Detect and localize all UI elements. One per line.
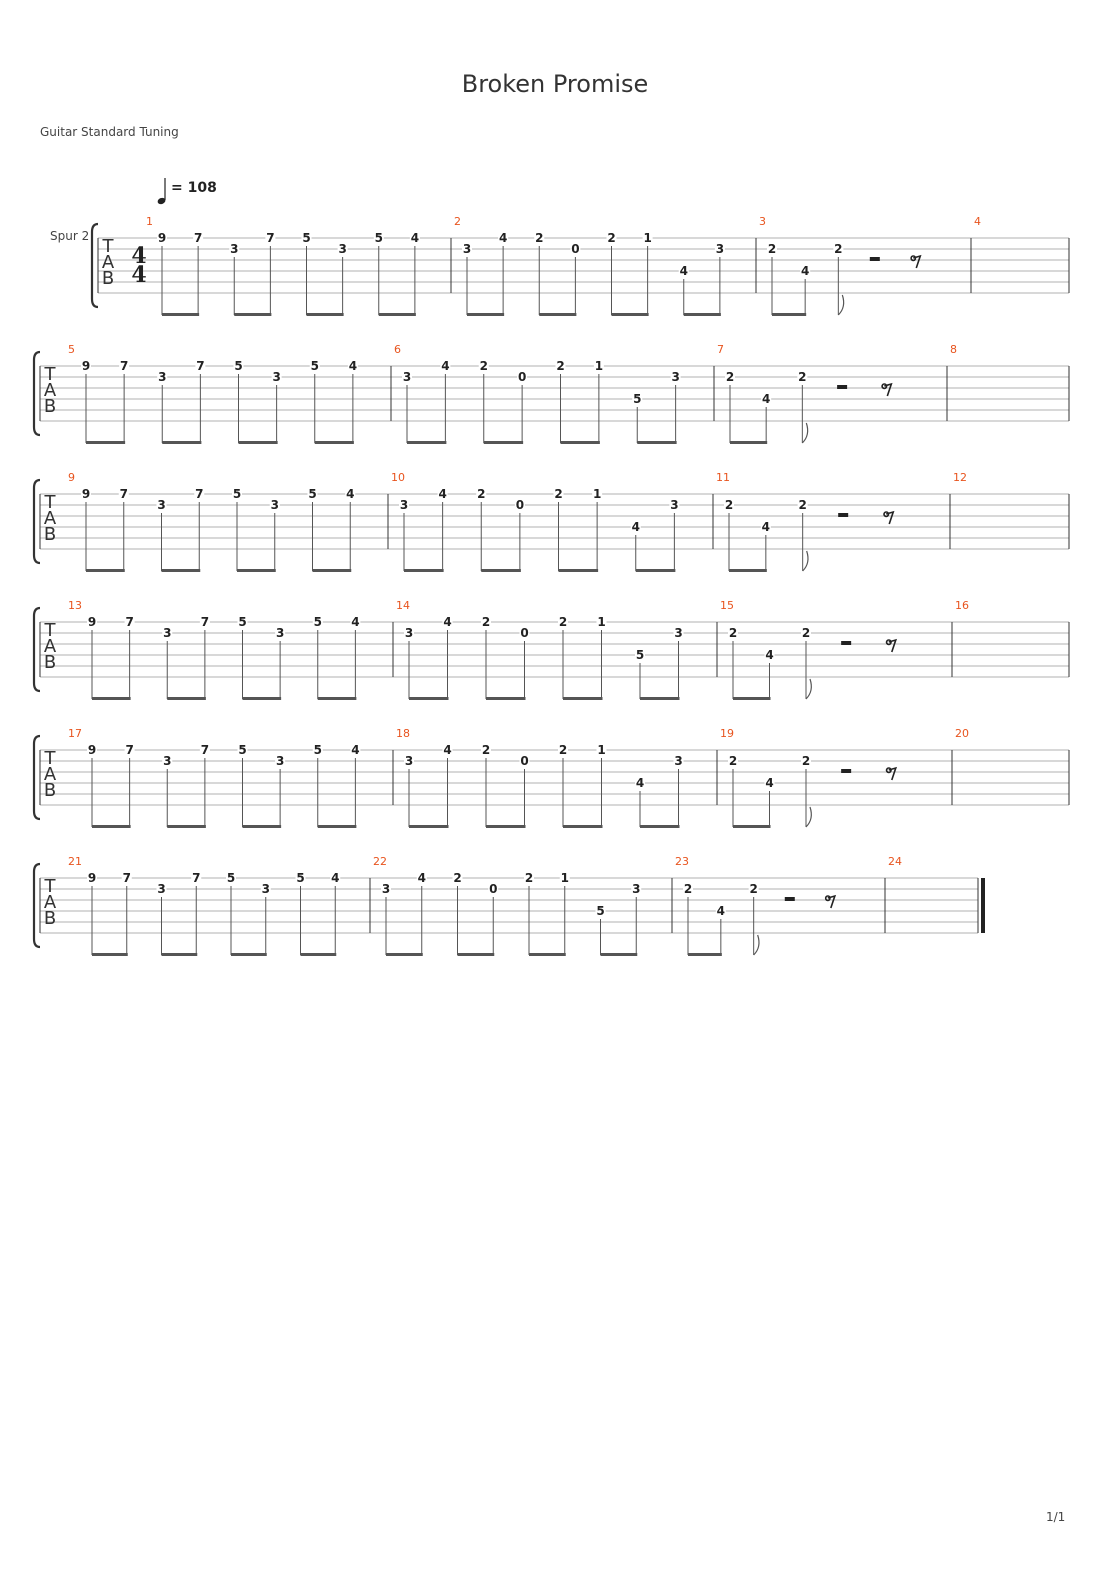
fret-number: 0 <box>520 626 529 640</box>
fret-number: 7 <box>125 615 134 629</box>
staff-system <box>34 471 1069 572</box>
note-flag <box>806 807 811 827</box>
system-bracket <box>34 480 40 563</box>
tab-clef-letter: B <box>43 908 57 929</box>
fret-number: 5 <box>226 871 236 885</box>
note-flag <box>803 551 808 571</box>
tab-clef-letter: B <box>43 652 57 673</box>
fret-number: 3 <box>272 370 281 384</box>
beam <box>243 697 282 700</box>
fret-number: 9 <box>87 743 97 757</box>
fret-number: 1 <box>597 615 606 629</box>
fret-number: 9 <box>87 871 97 885</box>
measure-number: 22 <box>373 855 387 868</box>
fret-number: 7 <box>200 615 210 629</box>
eighth-rest <box>887 768 896 780</box>
beam <box>92 953 128 956</box>
fret-number: 3 <box>462 242 472 256</box>
measure-number: 19 <box>720 727 734 740</box>
half-rest <box>870 257 880 261</box>
fret-number: 5 <box>238 743 247 757</box>
fret-number: 2 <box>683 882 693 896</box>
note-flag <box>838 295 843 315</box>
beam <box>386 953 423 956</box>
beam <box>234 313 271 316</box>
fret-number: 7 <box>122 871 131 885</box>
fret-number: 3 <box>163 626 172 640</box>
half-rest <box>841 641 851 645</box>
eighth-rest <box>826 896 835 908</box>
measure-number: 20 <box>955 727 969 740</box>
fret-number: 9 <box>81 359 91 373</box>
fret-number: 3 <box>399 498 409 512</box>
fret-number: 7 <box>192 871 201 885</box>
fret-number: 3 <box>158 370 167 384</box>
tab-clef-letter: T <box>44 492 56 513</box>
fret-number: 4 <box>498 231 508 245</box>
beam <box>772 313 806 316</box>
tab-clef-letter: T <box>44 748 56 769</box>
beam <box>407 441 446 444</box>
measure-number: 23 <box>675 855 689 868</box>
beam <box>162 313 199 316</box>
song-title: Broken Promise <box>461 70 649 98</box>
fret-number: 2 <box>556 359 565 373</box>
half-rest <box>841 769 851 773</box>
fret-number: 0 <box>515 498 525 512</box>
measure-number: 12 <box>953 471 967 484</box>
fret-number: 2 <box>834 242 843 256</box>
system-bracket <box>34 352 40 435</box>
fret-number: 4 <box>417 871 426 885</box>
measure-number: 11 <box>716 471 730 484</box>
beam <box>86 569 125 572</box>
fret-number: 4 <box>351 743 360 757</box>
fret-number: 5 <box>296 871 305 885</box>
fret-number: 2 <box>477 487 486 501</box>
beam <box>404 569 444 572</box>
half-rest <box>838 513 848 517</box>
fret-number: 3 <box>157 882 166 896</box>
beam <box>239 441 278 444</box>
fret-number: 1 <box>560 871 569 885</box>
fret-number: 4 <box>716 904 726 918</box>
half-rest <box>837 385 847 389</box>
fret-number: 3 <box>163 754 172 768</box>
beam <box>313 569 352 572</box>
fret-number: 2 <box>481 615 491 629</box>
fret-number: 7 <box>266 231 275 245</box>
fret-number: 4 <box>346 487 355 501</box>
fret-number: 1 <box>592 487 602 501</box>
fret-number: 1 <box>594 359 604 373</box>
fret-number: 5 <box>635 648 645 662</box>
measure-number: 16 <box>955 599 969 612</box>
track-name: Spur 2 <box>50 229 90 243</box>
system-bracket <box>34 736 40 819</box>
fret-number: 3 <box>338 242 347 256</box>
fret-number: 7 <box>119 487 128 501</box>
fret-number: 5 <box>238 615 247 629</box>
staff-system <box>34 343 1069 444</box>
beam <box>318 825 357 828</box>
measure-number: 18 <box>396 727 410 740</box>
measure-number: 15 <box>720 599 734 612</box>
beam <box>379 313 416 316</box>
time-signature-denominator: 4 <box>131 262 147 288</box>
beam <box>559 569 599 572</box>
beam <box>231 953 267 956</box>
fret-number: 4 <box>679 264 688 278</box>
beam <box>318 697 357 700</box>
fret-number: 9 <box>81 487 91 501</box>
note-flag <box>802 423 807 443</box>
fret-number: 7 <box>119 359 129 373</box>
fret-number: 2 <box>558 615 568 629</box>
fret-number: 5 <box>302 231 311 245</box>
tempo-value: = 108 <box>171 180 217 196</box>
fret-number: 0 <box>571 242 580 256</box>
fret-number: 5 <box>596 904 605 918</box>
fret-number: 7 <box>200 743 210 757</box>
fret-number: 2 <box>535 231 544 245</box>
eighth-rest <box>882 384 891 396</box>
fret-number: 4 <box>765 776 774 790</box>
fret-number: 7 <box>196 359 205 373</box>
fret-number: 5 <box>310 359 319 373</box>
fret-number: 2 <box>728 754 738 768</box>
eighth-rest <box>884 512 893 524</box>
fret-number: 3 <box>157 498 166 512</box>
fret-number: 2 <box>798 370 807 384</box>
fret-number: 3 <box>674 754 683 768</box>
fret-number: 2 <box>798 498 807 512</box>
beam <box>162 953 198 956</box>
tab-clef-letter: T <box>44 876 56 897</box>
tab-clef-letter: B <box>101 268 115 289</box>
fret-number: 4 <box>331 871 340 885</box>
fret-number: 2 <box>481 743 491 757</box>
measure-number: 2 <box>454 215 461 228</box>
beam <box>612 313 649 316</box>
fret-number: 3 <box>230 242 239 256</box>
fret-number: 5 <box>308 487 317 501</box>
fret-number: 5 <box>313 743 322 757</box>
beam <box>636 569 676 572</box>
fret-number: 3 <box>674 626 683 640</box>
beam <box>486 825 526 828</box>
fret-number: 3 <box>632 882 641 896</box>
fret-number: 3 <box>261 882 270 896</box>
fret-number: 4 <box>443 615 452 629</box>
eighth-rest <box>911 256 920 268</box>
staff-system <box>34 855 985 956</box>
fret-number: 4 <box>761 392 771 406</box>
fret-number: 3 <box>270 498 279 512</box>
measure-number: 5 <box>68 343 75 356</box>
beam <box>601 953 638 956</box>
measure-number: 14 <box>396 599 410 612</box>
fret-number: 3 <box>381 882 391 896</box>
fret-number: 4 <box>348 359 358 373</box>
fret-number: 5 <box>374 231 383 245</box>
fret-number: 0 <box>517 370 527 384</box>
fret-number: 2 <box>607 231 616 245</box>
fret-number: 3 <box>275 754 285 768</box>
half-rest <box>785 897 795 901</box>
beam <box>637 441 676 444</box>
fret-number: 4 <box>438 487 447 501</box>
tab-clef-letter: A <box>43 764 57 785</box>
fret-number: 2 <box>524 871 534 885</box>
time-signature-numerator: 4 <box>131 243 147 269</box>
system-bracket <box>34 864 40 947</box>
tab-clef-letter: B <box>43 780 57 801</box>
fret-number: 3 <box>402 370 412 384</box>
page-number: 1/1 <box>1046 1510 1066 1524</box>
fret-number: 2 <box>558 743 568 757</box>
measure-number: 21 <box>68 855 82 868</box>
fret-number: 2 <box>767 242 777 256</box>
beam <box>458 953 495 956</box>
tab-clef-letter: T <box>102 236 114 257</box>
tab-clef-letter: A <box>43 508 57 529</box>
tab-clef-letter: B <box>43 396 57 417</box>
beam <box>237 569 276 572</box>
fret-number: 4 <box>351 615 360 629</box>
fret-number: 2 <box>749 882 758 896</box>
measure-number: 17 <box>68 727 82 740</box>
fret-number: 4 <box>761 520 771 534</box>
fret-number: 3 <box>671 370 680 384</box>
fret-number: 4 <box>631 520 640 534</box>
fret-number: 9 <box>157 231 167 245</box>
tab-clef-letter: A <box>43 892 57 913</box>
beam <box>86 441 125 444</box>
staff-system <box>34 727 1069 828</box>
beam <box>167 825 206 828</box>
eighth-rest <box>887 640 896 652</box>
beam <box>162 569 201 572</box>
fret-number: 5 <box>633 392 642 406</box>
beam <box>733 697 771 700</box>
tab-clef-letter: A <box>43 636 57 657</box>
tuning-label: Guitar Standard Tuning <box>40 125 179 139</box>
staff-system <box>92 215 1069 316</box>
measure-number: 1 <box>146 215 153 228</box>
fret-number: 4 <box>441 359 450 373</box>
note-flag <box>806 679 811 699</box>
tab-clef-letter: T <box>44 364 56 385</box>
fret-number: 4 <box>800 264 810 278</box>
note-flag <box>754 935 759 955</box>
beam <box>563 825 603 828</box>
beam <box>92 825 131 828</box>
tab-clef-letter: B <box>43 524 57 545</box>
fret-number: 3 <box>275 626 285 640</box>
measure-number: 24 <box>888 855 902 868</box>
fret-number: 3 <box>404 626 414 640</box>
beam <box>481 569 521 572</box>
beam <box>301 953 337 956</box>
fret-number: 1 <box>597 743 606 757</box>
fret-number: 4 <box>765 648 774 662</box>
fret-number: 7 <box>195 487 204 501</box>
measure-number: 3 <box>759 215 766 228</box>
staff-system <box>34 599 1069 700</box>
fret-number: 3 <box>670 498 679 512</box>
fret-number: 3 <box>404 754 414 768</box>
fret-number: 7 <box>193 231 203 245</box>
measure-number: 7 <box>717 343 724 356</box>
fret-number: 2 <box>479 359 488 373</box>
system-bracket <box>34 608 40 691</box>
beam <box>640 697 680 700</box>
fret-number: 7 <box>125 743 134 757</box>
final-barline-thick <box>981 878 985 933</box>
fret-number: 2 <box>554 487 563 501</box>
beam <box>561 441 600 444</box>
measure-number: 6 <box>394 343 401 356</box>
measure-number: 4 <box>974 215 981 228</box>
measure-number: 9 <box>68 471 75 484</box>
beam <box>688 953 722 956</box>
fret-number: 2 <box>801 754 811 768</box>
measure-number: 8 <box>950 343 957 356</box>
fret-number: 2 <box>453 871 462 885</box>
beam <box>307 313 344 316</box>
fret-number: 0 <box>489 882 498 896</box>
beam <box>162 441 201 444</box>
fret-number: 5 <box>234 359 243 373</box>
fret-number: 4 <box>635 776 645 790</box>
tab-clef-letter: T <box>44 620 56 641</box>
beam <box>563 697 603 700</box>
beam <box>529 953 566 956</box>
beam <box>167 697 206 700</box>
measure-number: 13 <box>68 599 82 612</box>
fret-number: 4 <box>443 743 452 757</box>
beam <box>467 313 504 316</box>
beam <box>92 697 131 700</box>
fret-number: 5 <box>232 487 242 501</box>
tab-clef-letter: A <box>101 252 115 273</box>
fret-number: 2 <box>725 370 735 384</box>
beam <box>315 441 354 444</box>
beam <box>409 697 449 700</box>
fret-number: 4 <box>410 231 420 245</box>
fret-number: 0 <box>520 754 529 768</box>
measure-number: 10 <box>391 471 405 484</box>
beam <box>539 313 576 316</box>
system-bracket <box>92 224 98 307</box>
beam <box>484 441 523 444</box>
beam <box>684 313 721 316</box>
beam <box>640 825 680 828</box>
beam <box>730 441 767 444</box>
tab-clef-letter: A <box>43 380 57 401</box>
fret-number: 2 <box>724 498 734 512</box>
fret-number: 5 <box>313 615 322 629</box>
fret-number: 3 <box>715 242 725 256</box>
fret-number: 1 <box>643 231 652 245</box>
fret-number: 2 <box>728 626 738 640</box>
beam <box>733 825 771 828</box>
fret-number: 2 <box>801 626 811 640</box>
beam <box>243 825 282 828</box>
beam <box>486 697 526 700</box>
beam <box>729 569 767 572</box>
fret-number: 9 <box>87 615 97 629</box>
beam <box>409 825 449 828</box>
